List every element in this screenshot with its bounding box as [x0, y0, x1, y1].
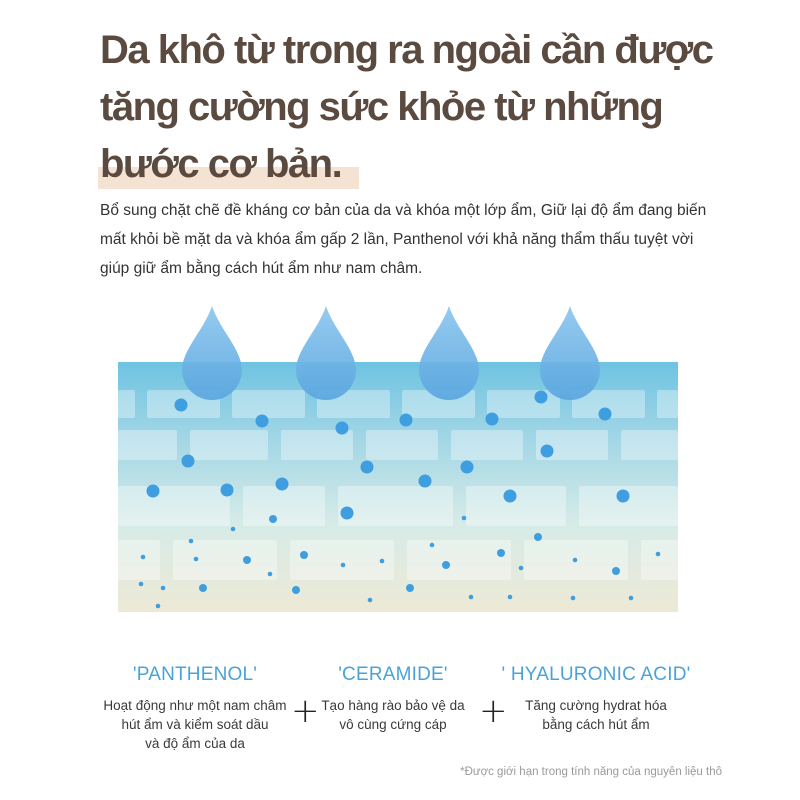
feature-title: 'CERAMIDE'	[338, 664, 448, 685]
water-drop-icon	[419, 306, 479, 400]
feature-title: 'PANTHENOL'	[132, 664, 258, 685]
water-drop-icon	[296, 306, 356, 400]
feature-panthenol	[90, 664, 300, 753]
feature-title: ' HYALURONIC ACID'	[501, 664, 691, 685]
feature-hyaluronic-acid	[496, 664, 696, 734]
footnote: *Được giới hạn trong tính năng của nguyên liệu thô	[460, 766, 722, 778]
feature-description: Tăng cường hydrat hóa bằng cách hút ẩm	[525, 698, 667, 732]
plus-icon: +	[291, 691, 320, 731]
feature-ceramide	[303, 664, 483, 734]
plus-icon: +	[479, 691, 508, 731]
headline-line-3: bước cơ bản.	[100, 136, 341, 193]
water-drop-icon	[540, 306, 600, 400]
description-text: Bổ sung chặt chẽ đề kháng cơ bản của da và khóa một lớp ẩm, Giữ lại độ ẩm đang biến mất khỏi bề mặt da và khóa ẩm gấp 2 lần, Panthenol với khả năng thẩm thấu tuyệt vời giúp giữ ẩm bằng cách hút ẩm như nam châm.	[100, 202, 707, 277]
headline-line-2: tăng cường sức khỏe từ những	[100, 85, 663, 129]
feature-description: Tạo hàng rào bảo vệ da vô cùng cứng cáp	[321, 698, 465, 732]
headline-line-1: Da khô từ trong ra ngoài cần được	[100, 28, 713, 72]
water-drop-icon	[182, 306, 242, 400]
feature-description: Hoạt động như một nam châm hút ẩm và kiểm soát dầu và độ ẩm của da	[103, 698, 287, 751]
